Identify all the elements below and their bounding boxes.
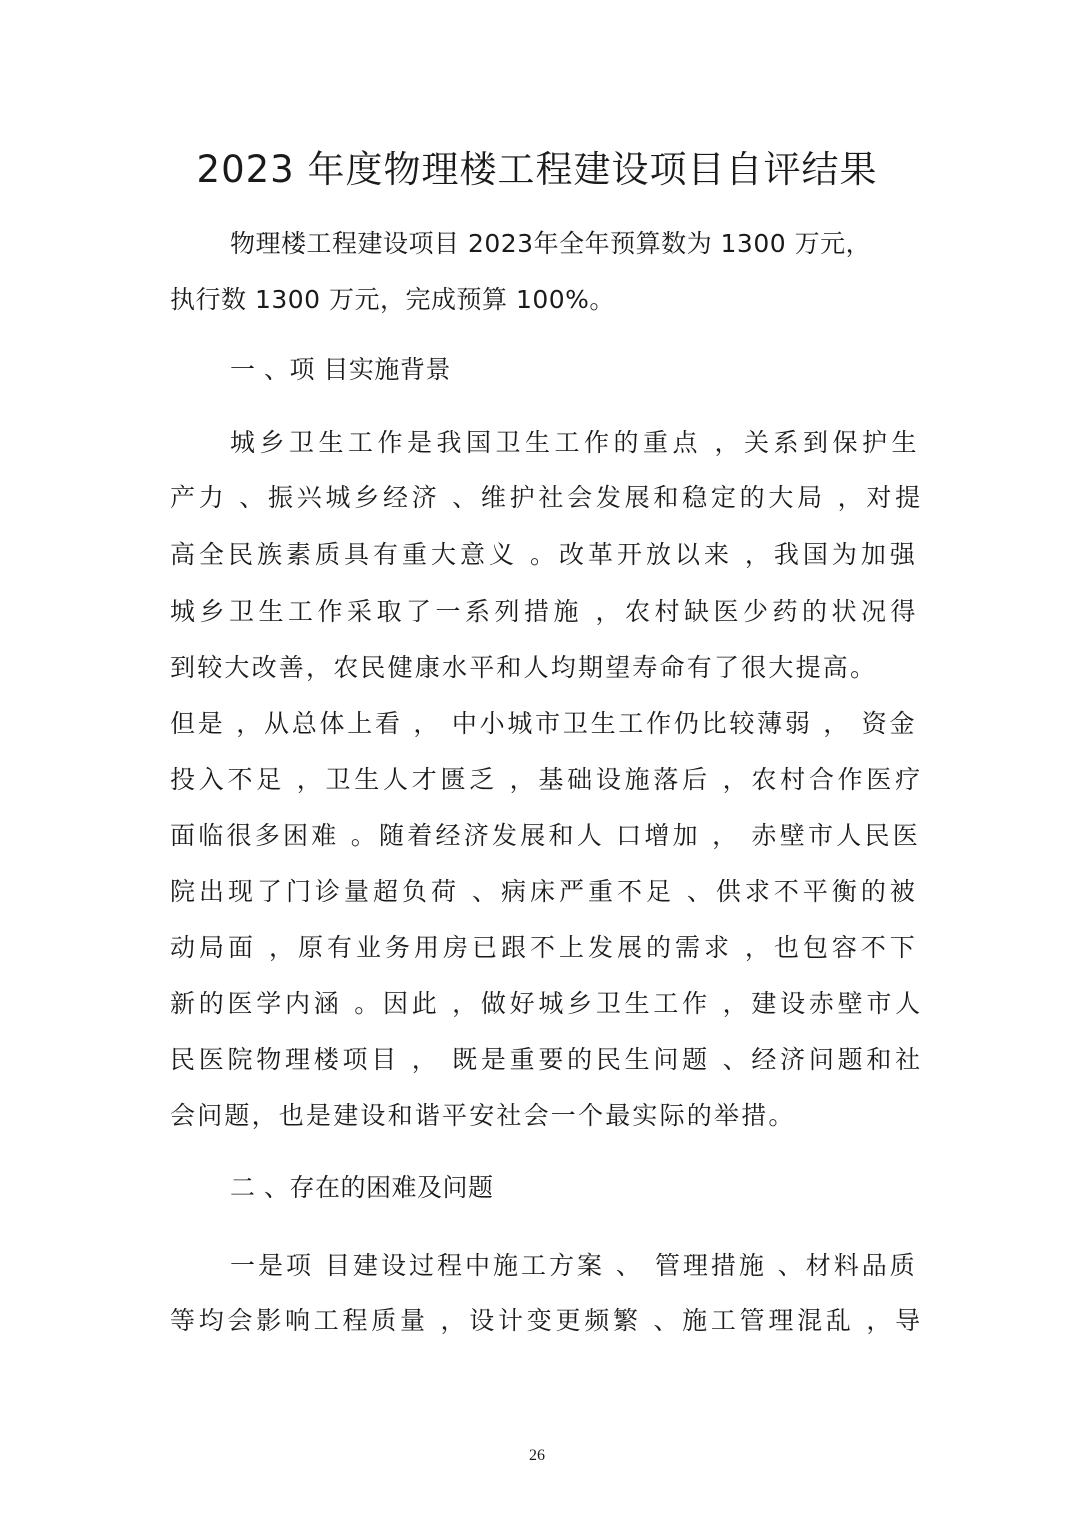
text-line: 城乡卫生工作是我国卫生工作的重点 ，关系到保护生 (230, 428, 921, 457)
text-line: 城乡卫生工作采取了一系列措施 ，农村缺医少药的状况得 (170, 597, 920, 626)
text-line: 民医院物理楼项目 ， 既是重要的民生问题 、经济问题和社 (170, 1045, 924, 1074)
text-line: 院出现了门诊量超负荷 、病床严重不足 、供求不平衡的被 (170, 877, 919, 906)
section-heading: 二 、存在的困难及问题 (230, 1173, 494, 1202)
document-title: 2023 年度物理楼工程建设项目自评结果 (196, 148, 878, 191)
text-line: 投入不足 ，卫生人才匮乏 ，基础设施落后 ，农村合作医疗 (170, 765, 924, 794)
text-line: 到较大改善，农民健康水平和人均期望寿命有了很大提高。 (170, 653, 878, 682)
text-line: 产力 、振兴城乡经济 、维护社会发展和稳定的大局 ，对提 (170, 483, 924, 512)
text-line: 一是项 目建设过程中施工方案 、 管理措施 、材料品质 (230, 1251, 918, 1280)
text-line: 会问题，也是建设和谐平安社会一个最实际的举措。 (170, 1101, 796, 1130)
text-line: 等均会影响工程质量 ，设计变更频繁 、施工管理混乱 ，导 (170, 1306, 924, 1335)
text-line: 面临很多困难 。随着经济发展和人 口增加 ， 赤壁市人民医 (170, 821, 922, 850)
text-line: 执行数 1300 万元，完成预算 100%。 (170, 285, 615, 314)
text-line: 新的医学内涵 。因此 ，做好城乡卫生工作 ，建设赤壁市人 (170, 989, 924, 1018)
text-line: 高全民族素质具有重大意义 。改革开放以来 ，我国为加强 (170, 540, 919, 569)
text-line: 物理楼工程建设项目 2023年全年预算数为 1300 万元， (230, 229, 872, 258)
text-line: 动局面 ，原有业务用房已跟不上发展的需求 ，也包容不下 (170, 933, 919, 962)
page-number: 26 (529, 1447, 545, 1464)
text-line: 但是 ，从总体上看 ， 中小城市卫生工作仍比较薄弱 ， 资金 (170, 709, 918, 738)
section-heading: 一 、项 目实施背景 (230, 355, 451, 384)
